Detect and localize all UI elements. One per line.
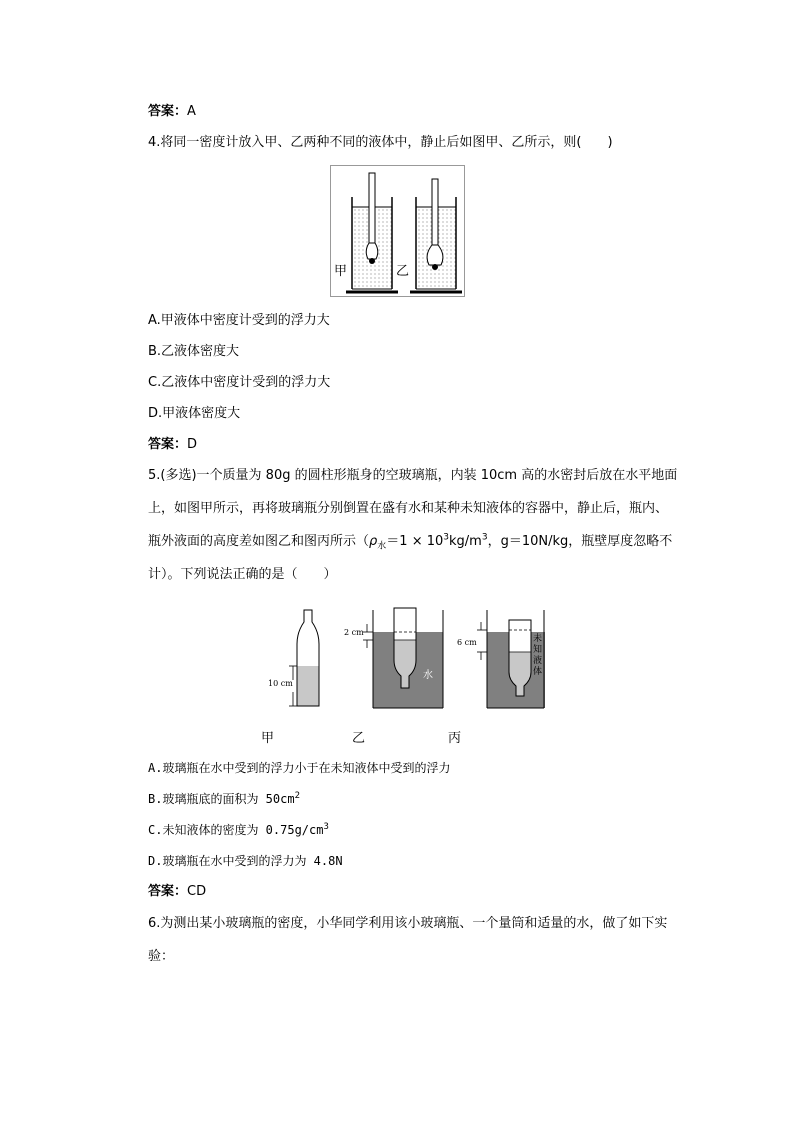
- q3-answer: [148, 103, 196, 121]
- answer-value: D: [187, 437, 198, 452]
- q4-stem: 4.将同一密度计放入甲、乙两种不同的液体中，静止后如图甲、乙所示，则( ): [148, 135, 613, 150]
- bottle-jia: [289, 610, 319, 706]
- exponent: 3: [443, 532, 450, 543]
- q5-stem-text-4: ，g＝10N/kg，瓶壁厚度忽略不计）。下列说法正确的是（ ）: [148, 534, 673, 582]
- dim-10cm: 10 cm: [268, 679, 293, 688]
- bottle-yi: [363, 608, 443, 708]
- q5-option-c: [148, 821, 329, 839]
- q5-stem: [148, 459, 678, 591]
- caption-bing: 丙: [448, 731, 462, 746]
- dim-2cm: 2 cm: [344, 628, 364, 637]
- q4-option-d: D.甲液体密度大: [148, 406, 241, 421]
- q4-option-c: C.乙液体中密度计受到的浮力大: [148, 375, 331, 390]
- rho-symbol: ρ: [369, 534, 378, 549]
- water-label: 水: [423, 670, 433, 681]
- answer-label: 答案：: [148, 437, 188, 452]
- q5-option-b: [148, 790, 300, 808]
- cylinder-jia: [346, 173, 398, 292]
- answer-value: A: [187, 104, 196, 119]
- q5-bottle-figure: [255, 604, 545, 714]
- q5-option-a: A.玻璃瓶在水中受到的浮力小于在未知液体中受到的浮力: [148, 761, 451, 775]
- q4-option-b: B.乙液体密度大: [148, 344, 240, 359]
- rho-subscript: 水: [377, 541, 387, 552]
- fig-label-jia: 甲: [334, 264, 348, 279]
- q5-stem-text-3: kg/m: [449, 534, 482, 549]
- exponent: 3: [323, 822, 329, 832]
- q6-stem: 6.为测出某小玻璃瓶的密度，小华同学利用该小玻璃瓶、一个量筒和适量的水，做了如下实验：: [148, 916, 668, 964]
- exponent: 3: [481, 532, 488, 543]
- q5-answer: [148, 883, 206, 901]
- caption-yi: 乙: [352, 731, 366, 746]
- option-text: C.未知液体的密度为 0.75g/cm: [148, 823, 324, 837]
- answer-value: CD: [187, 884, 207, 899]
- fig-label-yi: 乙: [396, 264, 410, 279]
- q5-stem-text-2: ＝1 × 10: [386, 534, 444, 549]
- q5-stem-text: 5.(多选)一个质量为 80g 的圆柱形瓶身的空玻璃瓶，内装 10cm 高的水密封后放在水平地面上，如图甲所示，再将玻璃瓶分别倒置在盛有水和某种未知液体的容器中，静止后，瓶内、瓶外液面的高度差如图乙和图丙所示（: [148, 468, 678, 549]
- q5-option-d: D.玻璃瓶在水中受到的浮力为 4.8N: [148, 854, 343, 868]
- dim-6cm: 6 cm: [457, 638, 477, 647]
- caption-jia: 甲: [261, 731, 275, 746]
- q4-answer: [148, 436, 197, 454]
- answer-label: 答案：: [148, 884, 188, 899]
- option-text: B.玻璃瓶底的面积为 50cm: [148, 792, 295, 806]
- answer-label: 答案：: [148, 104, 188, 119]
- unknown-liquid-label: 未知液体: [533, 634, 543, 677]
- cylinder-yi: [410, 179, 462, 292]
- exponent: 2: [294, 791, 300, 801]
- q4-option-a: A.甲液体中密度计受到的浮力大: [148, 313, 330, 328]
